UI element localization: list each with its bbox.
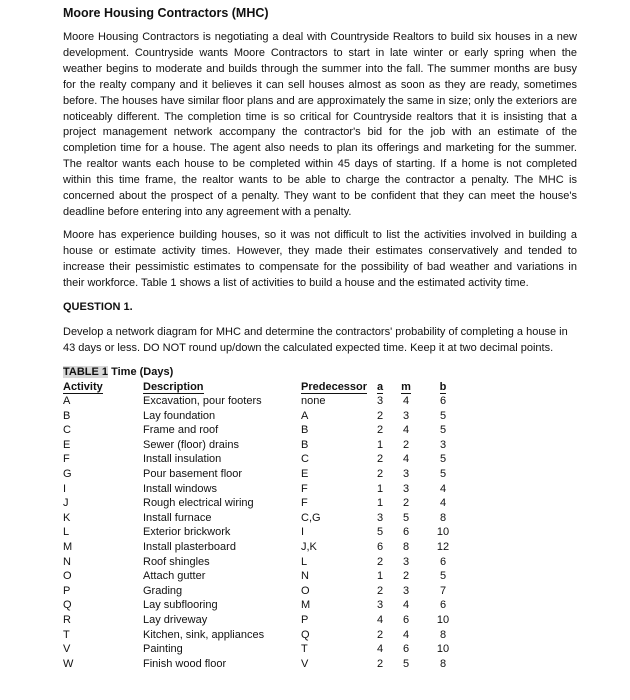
cell-predecessor: V <box>301 657 309 670</box>
cell-a: 2 <box>376 584 384 597</box>
cell-predecessor: none <box>301 395 326 407</box>
cell-b: 5 <box>439 467 447 480</box>
table-row <box>63 642 467 657</box>
question-heading: QUESTION 1. <box>63 301 133 313</box>
cell-m: 3 <box>402 555 410 568</box>
cell-predecessor: P <box>301 613 309 626</box>
cell-activity: V <box>63 643 71 656</box>
table-caption-label: TABLE 1 <box>63 366 109 378</box>
cell-m: 4 <box>402 453 410 466</box>
cell-predecessor: C <box>301 453 309 466</box>
cell-a: 2 <box>376 467 384 480</box>
cell-description: Install windows <box>143 482 217 495</box>
header-activity: Activity <box>63 381 103 393</box>
cell-m: 6 <box>402 613 410 626</box>
document-title: Moore Housing Contractors (MHC) <box>63 6 269 20</box>
cell-m: 4 <box>402 395 410 407</box>
activity-table <box>63 381 467 671</box>
cell-activity: G <box>63 467 72 480</box>
cell-activity: L <box>63 526 70 539</box>
cell-activity: N <box>63 555 71 568</box>
cell-m: 8 <box>402 540 410 553</box>
table-header-row <box>63 381 467 394</box>
cell-description: Rough electrical wiring <box>143 497 254 510</box>
cell-m: 2 <box>402 570 410 583</box>
cell-description: Pour basement floor <box>143 467 243 480</box>
cell-a: 2 <box>376 453 384 466</box>
cell-activity: O <box>63 570 72 583</box>
cell-predecessor: B <box>301 438 309 451</box>
question-text: Develop a network diagram for MHC and determine the contractors' probability of completing a house in 43 days or less. DO NOT round up/down the calculated expected time. Keep it at two decimal points. <box>63 326 568 354</box>
cell-m: 2 <box>402 497 410 510</box>
cell-activity: Q <box>63 599 72 612</box>
table-row <box>63 452 467 467</box>
table-row <box>63 525 467 540</box>
cell-m: 5 <box>402 657 410 670</box>
cell-activity: C <box>63 424 71 437</box>
table-row <box>63 467 467 482</box>
cell-predecessor: F <box>301 497 308 510</box>
cell-activity: F <box>63 453 70 466</box>
cell-m: 3 <box>402 467 410 480</box>
table-row <box>63 409 467 424</box>
cell-b: 5 <box>439 424 447 437</box>
cell-predecessor: N <box>301 570 309 583</box>
cell-predecessor: A <box>301 409 309 422</box>
cell-m: 2 <box>402 438 410 451</box>
cell-activity: M <box>63 540 73 553</box>
cell-description: Lay driveway <box>143 613 208 626</box>
cell-activity: E <box>63 438 71 451</box>
cell-b: 8 <box>439 628 447 641</box>
cell-a: 3 <box>376 599 384 612</box>
cell-a: 1 <box>376 482 384 495</box>
cell-predecessor: F <box>301 482 308 495</box>
cell-b: 6 <box>439 395 447 407</box>
cell-a: 4 <box>376 643 384 656</box>
cell-a: 2 <box>376 657 384 670</box>
table-body <box>63 394 467 671</box>
cell-b: 5 <box>439 453 447 466</box>
cell-description: Attach gutter <box>143 570 206 583</box>
table-row <box>63 555 467 570</box>
cell-m: 4 <box>402 599 410 612</box>
cell-predecessor: L <box>301 555 308 568</box>
table-row <box>63 482 467 497</box>
cell-a: 2 <box>376 409 384 422</box>
cell-m: 3 <box>402 409 410 422</box>
cell-b: 5 <box>439 570 447 583</box>
cell-b: 10 <box>436 613 450 626</box>
table-row <box>63 569 467 584</box>
cell-activity: J <box>63 497 69 510</box>
cell-b: 5 <box>439 409 447 422</box>
cell-predecessor: C,G <box>301 511 321 524</box>
cell-m: 3 <box>402 482 410 495</box>
cell-a: 4 <box>376 613 384 626</box>
header-description: Description <box>143 381 204 393</box>
cell-description: Install furnace <box>143 511 212 524</box>
cell-b: 10 <box>436 643 450 656</box>
cell-description: Exterior brickwork <box>143 526 231 539</box>
table-row <box>63 438 467 453</box>
table-caption <box>63 366 173 378</box>
cell-m: 4 <box>402 628 410 641</box>
context-paragraph: Moore has experience building houses, so it was not difficult to list the activities involved in building a house or estimate activity times. However, they made their estimates conservatively and tended to increase their pessimistic estimates to compensate for the possibility of bad weather and variations in their workforce. Table 1 shows a list of activities to build a house and the estimated activity time. <box>63 229 577 289</box>
cell-b: 12 <box>436 540 450 553</box>
table-row <box>63 613 467 628</box>
cell-activity: P <box>63 584 71 597</box>
table-row <box>63 657 467 672</box>
cell-description: Painting <box>143 643 183 656</box>
cell-activity: R <box>63 613 71 626</box>
cell-description: Grading <box>143 584 183 597</box>
table-row <box>63 496 467 511</box>
cell-a: 2 <box>376 628 384 641</box>
cell-activity: T <box>63 628 70 641</box>
table-row <box>63 423 467 438</box>
cell-a: 5 <box>376 526 384 539</box>
cell-description: Frame and roof <box>143 424 219 437</box>
table-row <box>63 511 467 526</box>
table-row <box>63 394 467 409</box>
cell-b: 8 <box>439 657 447 670</box>
header-a: a <box>376 381 384 393</box>
header-b: b <box>439 381 447 393</box>
intro-paragraph: Moore Housing Contractors is negotiating a deal with Countryside Realtors to build six houses in a new development. Countryside wants Moore Contractors to start in late winter or early spring when the weather begins to moderate and builds through the summer into the fall. The summer months are busy for the realty company and it believes it can sell houses almost as soon as they are ready, sometimes before. The houses have similar floor plans and are approximately the same in size; only the exteriors are noticeably different. The completion time is so critical for Countryside realtors that it is insisting that a project management network accompany the contractor's bid for the job with an estimate of the completion time for a house. The agent also needs to plan its offerings and marketing for the summer. The realtor wants each house to be completed within 45 days of starting. If a home is not completed within this time frame, the realtor wants to be able to charge the contractor a penalty. The MHC is concerned about the prospect of a penalty. They want to be confident that they can meet the house's deadline before entering into any agreement with a penalty. <box>63 31 577 218</box>
cell-a: 1 <box>376 497 384 510</box>
header-m: m <box>401 381 411 393</box>
cell-a: 2 <box>376 424 384 437</box>
cell-b: 10 <box>436 526 450 539</box>
cell-m: 3 <box>402 584 410 597</box>
cell-predecessor: J,K <box>301 540 317 553</box>
cell-predecessor: E <box>301 467 309 480</box>
cell-b: 6 <box>439 555 447 568</box>
cell-description: Install insulation <box>143 453 222 466</box>
cell-b: 4 <box>439 482 447 495</box>
table-row <box>63 584 467 599</box>
cell-b: 7 <box>439 584 447 597</box>
cell-activity: W <box>63 657 74 670</box>
cell-b: 6 <box>439 599 447 612</box>
cell-description: Lay subflooring <box>143 599 218 612</box>
cell-description: Install plasterboard <box>143 540 236 553</box>
table-caption-units: Time (Days) <box>108 366 174 378</box>
table-row <box>63 540 467 555</box>
cell-description: Excavation, pour footers <box>143 395 262 407</box>
cell-m: 4 <box>402 424 410 437</box>
cell-predecessor: M <box>301 599 311 612</box>
cell-predecessor: T <box>301 643 308 656</box>
cell-activity: K <box>63 511 71 524</box>
cell-activity: I <box>63 482 67 495</box>
cell-description: Lay foundation <box>143 409 216 422</box>
cell-a: 1 <box>376 438 384 451</box>
cell-m: 6 <box>402 526 410 539</box>
table-row <box>63 598 467 613</box>
table-row <box>63 628 467 643</box>
cell-predecessor: O <box>301 584 310 597</box>
header-predecessor: Predecessor <box>301 381 368 393</box>
cell-predecessor: Q <box>301 628 310 641</box>
cell-b: 3 <box>439 438 447 451</box>
cell-a: 2 <box>376 555 384 568</box>
cell-b: 4 <box>439 497 447 510</box>
cell-description: Roof shingles <box>143 555 210 568</box>
cell-a: 6 <box>376 540 384 553</box>
cell-description: Finish wood floor <box>143 657 227 670</box>
cell-description: Sewer (floor) drains <box>143 438 239 451</box>
cell-predecessor: B <box>301 424 309 437</box>
cell-activity: B <box>63 409 71 422</box>
cell-a: 3 <box>376 395 384 407</box>
cell-a: 3 <box>376 511 384 524</box>
cell-m: 6 <box>402 643 410 656</box>
cell-description: Kitchen, sink, appliances <box>143 628 265 641</box>
cell-m: 5 <box>402 511 410 524</box>
cell-predecessor: I <box>301 526 305 539</box>
cell-activity: A <box>63 395 71 407</box>
cell-a: 1 <box>376 570 384 583</box>
cell-b: 8 <box>439 511 447 524</box>
